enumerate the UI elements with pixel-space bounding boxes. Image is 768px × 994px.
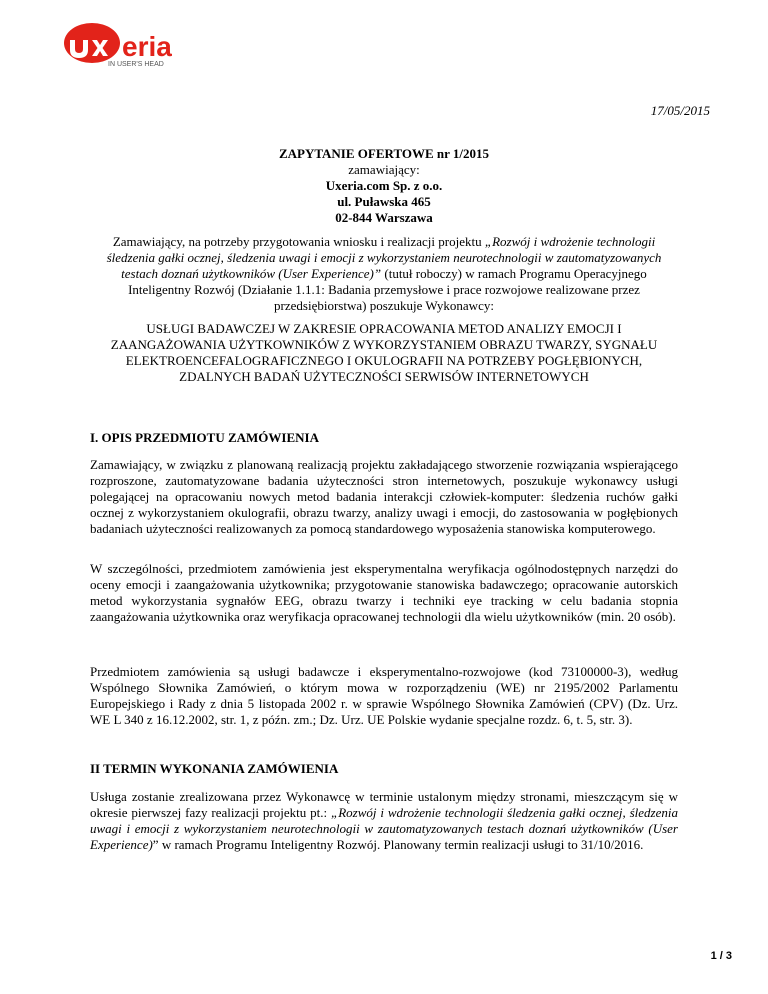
page-number: 1 / 3 <box>710 950 732 962</box>
section-2-project-title: „Rozwój i wdrożenie technologii śledzenia gałki ocznej, śledzenia uwagi i emocji z wykorzystaniem neurotechnologii w zautomatyzowanych testach doznań użytkowników (User Experience) <box>90 805 678 852</box>
section-1-paragraph-3: Przedmiotem zamówienia są usługi badawcze i eksperymentalno-rozwojowe (kod 73100000-3), według Wspólnego Słownika Zamówień, o którym mowa w rozporządzeniu (WE) nr 2195/2002 Parlamentu Europejskiego i Rady z dnia 5 listopada 2002 r. w sprawie Wspólnego Słownika Zamówień (CPV) (Dz. Urz. WE L 340 z 16.12.2002, str. 1, z późn. zm.; Dz. Urz. UE Polskie wydanie specjalne rozdz. 6, t. 5, str. 3). <box>90 664 678 727</box>
section-2-text-after: ” w ramach Programu Inteligentny Rozwój. Planowany termin realizacji usługi to 31/10/2016. <box>152 837 644 852</box>
intro-project-title: „Rozwój i wdrożenie technologii śledzenia gałki ocznej, śledzenia uwagi i emocji z wykorzystaniem neurotechnologii w zautomatyzowanych testach doznań użytkowników (User Experience)” <box>106 234 662 281</box>
document-date: 17/05/2015 <box>650 103 710 118</box>
section-1-paragraph-2: W szczególności, przedmiotem zamówienia jest eksperymentalna weryfikacja ogólnodostępnych narzędzi do oceny emocji i zaangażowania użytkownika; przygotowanie stanowiska badawczego; opracowanie autorskich metod wykorzystania sygnałów EEG, obrazu twarzy i techniki eye tracking w celu badania stopnia zaangażowania użytkownika oraz weryfikacja opracowanej technologii dla wielu użytkowników (min. 20 osób). <box>90 561 678 624</box>
document-title: ZAPYTANIE OFERTOWE nr 1/2015 <box>278 146 490 161</box>
order-subject: USŁUGI BADAWCZEJ W ZAKRESIE OPRACOWANIA METOD ANALIZY EMOCJI I ZAANGAŻOWANIA UŻYTKOWNIKÓW Z WYKORZYSTANIEM OBRAZU TWARZY, SYGNAŁU ELEKTROENCEFALOGRAFICZNEGO I OKULOGRAFII NA POTRZEBY POGŁĘBIONYCH, ZDALNYCH BADAŃ UŻYTECZNOŚCI SERWISÓW INTERNETOWYCH <box>110 321 658 384</box>
logo-tagline: IN USER'S HEAD <box>108 61 164 68</box>
company-street: ul. Puławska 465 <box>337 194 431 209</box>
document-header <box>90 146 678 226</box>
section-2-text-before: Usługa zostanie zrealizowana przez Wykonawcę w terminie ustalonym między stronami, mieszczącym się w okresie pierwszej fazy realizacji projektu pt.: <box>90 789 678 820</box>
section-1-title: I. OPIS PRZEDMIOTU ZAMÓWIENIA <box>90 430 319 445</box>
company-city: 02-844 Warszawa <box>335 210 433 225</box>
intro-paragraph <box>90 234 678 314</box>
uxeria-logo <box>62 22 210 68</box>
section-2-title: II TERMIN WYKONANIA ZAMÓWIENIA <box>90 761 339 776</box>
intro-text-before: Zamawiający, na potrzeby przygotowania wniosku i realizacji projektu <box>112 234 485 249</box>
logo-wordmark: eria <box>122 31 172 62</box>
section-1-paragraph-1: Zamawiający, w związku z planowaną realizacją projektu zakładającego stworzenie rozwiązania wspierającego rozproszone, zautomatyzowane badania użyteczności stron internetowych, poszukuje wykonawcy usługi polegającej na opracowaniu nowych metod badania interakcji człowiek-komputer: śledzenia ruchów gałki ocznej z wykorzystaniem okulografii, obrazu twarzy, analizy uwagi i emocji, do zastosowania w pogłębionych badaniach użyteczności realizowanych za pomocą standardowego wyposażenia stanowiska komputerowego. <box>90 457 678 536</box>
intro-text-after: (tutuł roboczy) w ramach Programu Operacyjnego Inteligentny Rozwój (Działanie 1.1.1: Badania przemysłowe i prace rozwojowe realizowane przez przedsiębiorstwa) poszukuje Wykonawcy: <box>128 266 647 313</box>
section-2-paragraph <box>90 789 678 853</box>
header-subtitle: zamawiający: <box>348 162 420 177</box>
company-name: Uxeria.com Sp. z o.o. <box>325 178 443 193</box>
